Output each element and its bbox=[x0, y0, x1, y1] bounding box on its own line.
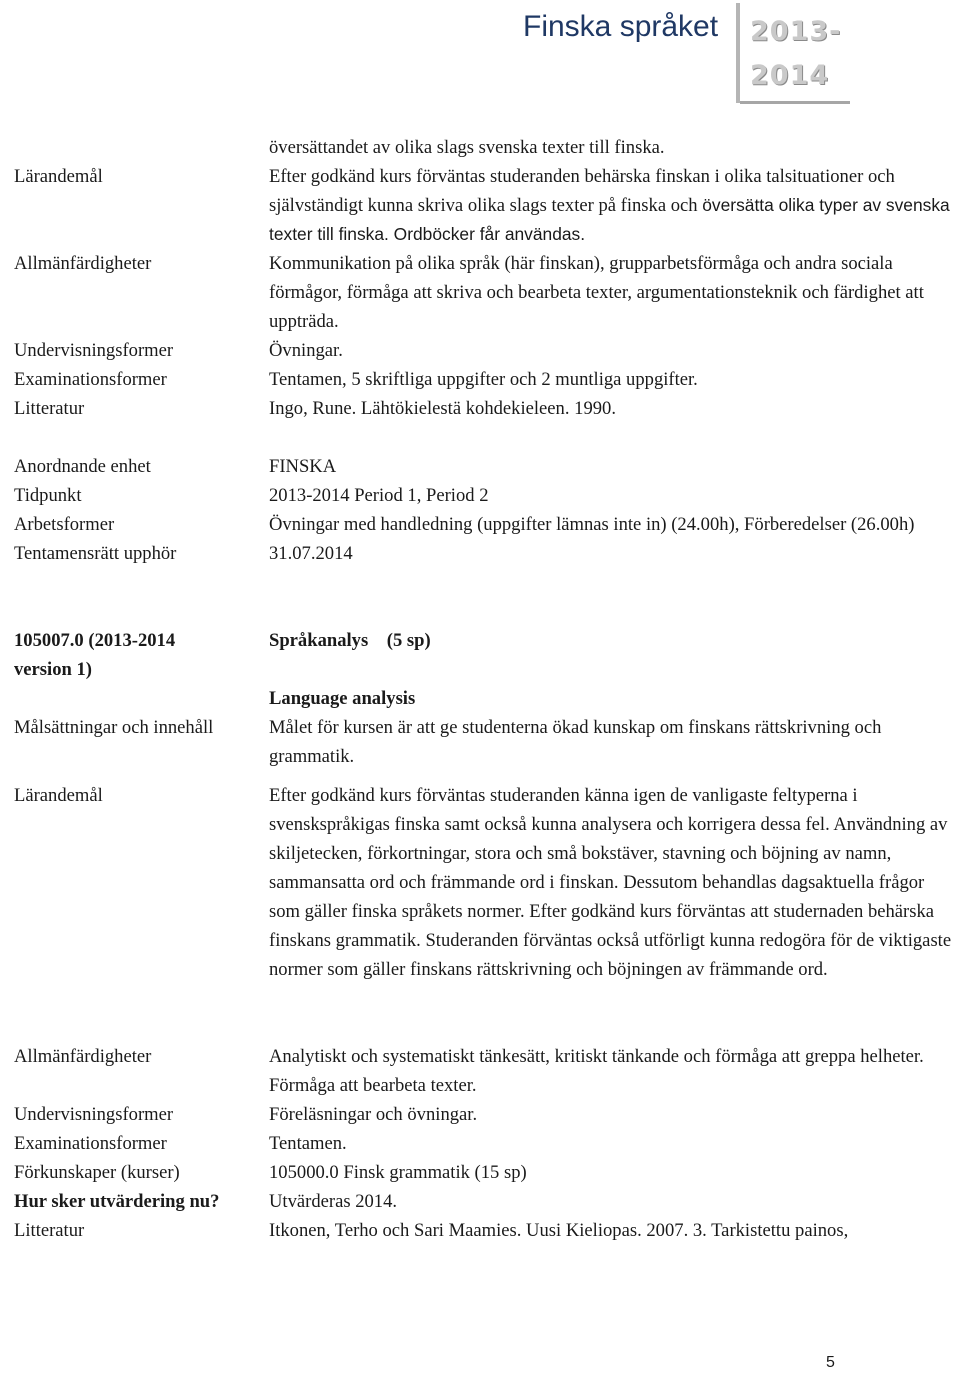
allmanfardigheter-row bbox=[14, 249, 956, 336]
anordnande-row bbox=[14, 452, 956, 481]
utvardering-label: Hur sker utvärdering nu? bbox=[14, 1191, 220, 1212]
larandemal-row bbox=[14, 162, 956, 249]
course-larandemal-text: Efter godkänd kurs förväntas studeranden känna igen de vanligaste feltyperna i svenskspråkigas finska samt också kunna analysera och korrigera dessa fel. Användning av skiljetecken, förkortningar, stora och små bokstäver, stavning och böjning av namn, sammansatta ord och främmande ord i finskan. Dessutom behandlas dagsaktuella frågor som gäller finska språkets normer. Efter godkänd kurs förväntas att studernaden behärska finskans grammatik. Studeranden förväntas också utförligt kunna redogöra för de viktigaste normer som gäller finskans rättskrivning och böjningen av främmande ord. bbox=[269, 785, 952, 980]
larandemal-label: Lärandemål bbox=[14, 166, 103, 187]
tentamensratt-label: Tentamensrätt upphör bbox=[14, 543, 177, 564]
allmanfardigheter-label: Allmänfärdigheter bbox=[14, 253, 152, 274]
tidpunkt-value: 2013-2014 Period 1, Period 2 bbox=[269, 485, 489, 506]
intro-continuation-text: översättandet av olika slags svenska texter till finska. bbox=[269, 137, 665, 158]
tidpunkt-row bbox=[14, 481, 956, 510]
course-examinationsformer-row bbox=[14, 1129, 956, 1158]
malsattningar-label: Målsättningar och innehåll bbox=[14, 717, 214, 738]
forkunskaper-label: Förkunskaper (kurser) bbox=[14, 1162, 180, 1183]
larandemal-value bbox=[269, 162, 956, 249]
tentamensratt-value: 31.07.2014 bbox=[269, 543, 353, 564]
tidpunkt-label: Tidpunkt bbox=[14, 485, 82, 506]
malsattningar-text: Målet för kursen är att ge studenterna ökad kunskap om finskans rättskrivning och grammatik. bbox=[269, 717, 882, 767]
forkunskaper-row bbox=[14, 1158, 956, 1187]
course-allmanfardigheter-row bbox=[14, 1042, 956, 1100]
arbetsformer-value: Övningar med handledning (uppgifter lämnas inte in) (24.00h), Förberedelser (26.00h) bbox=[269, 514, 915, 535]
course-litteratur-text: Itkonen, Terho och Sari Maamies. Uusi Kieliopas. 2007. 3. Tarkistettu painos, bbox=[269, 1220, 849, 1241]
malsattningar-row bbox=[14, 713, 956, 771]
undervisningsformer-label: Undervisningsformer bbox=[14, 340, 174, 361]
course-code: 105007.0 (2013-2014 version 1) bbox=[14, 630, 176, 680]
course-litteratur-row bbox=[14, 1216, 956, 1245]
larandemal-text: Efter godkänd kurs förväntas studeranden behärska finskan i olika talsituationer och självständigt kunna skriva olika slags texter på finska och bbox=[269, 166, 895, 216]
course-examinationsformer-text: Tentamen. bbox=[269, 1133, 347, 1154]
header-rule bbox=[740, 101, 850, 104]
arbetsformer-row bbox=[14, 510, 956, 539]
header-divider bbox=[736, 3, 740, 103]
anordnande-value: FINSKA bbox=[269, 456, 337, 477]
forkunskaper-text: 105000.0 Finsk grammatik (15 sp) bbox=[269, 1162, 527, 1183]
examinationsformer-label: Examinationsformer bbox=[14, 369, 167, 390]
utvardering-row bbox=[14, 1187, 956, 1216]
course-heading-row bbox=[14, 626, 956, 684]
examinationsformer-text: Tentamen, 5 skriftliga uppgifter och 2 muntliga uppgifter. bbox=[269, 369, 698, 390]
undervisningsformer-text: Övningar. bbox=[269, 340, 343, 361]
course-allmanfardigheter-label: Allmänfärdigheter bbox=[14, 1046, 152, 1067]
arbetsformer-label: Arbetsformer bbox=[14, 514, 115, 535]
course-larandemal-row bbox=[14, 781, 956, 984]
course-larandemal-label: Lärandemål bbox=[14, 785, 103, 806]
course-name-en-row bbox=[14, 684, 956, 713]
litteratur-label: Litteratur bbox=[14, 398, 85, 419]
course-undervisningsformer-text: Föreläsningar och övningar. bbox=[269, 1104, 478, 1125]
course-name-en: Language analysis bbox=[269, 688, 416, 709]
course-examinationsformer-label: Examinationsformer bbox=[14, 1133, 167, 1154]
course-name: Språkanalys (5 sp) bbox=[269, 630, 431, 651]
document-title: Finska språket bbox=[523, 10, 719, 43]
page-number: 5 bbox=[826, 1354, 835, 1371]
intro-continuation-row bbox=[14, 133, 956, 162]
litteratur-text: Ingo, Rune. Lähtökielestä kohdekieleen. 1990. bbox=[269, 398, 616, 419]
header-year-top: 2013- bbox=[750, 16, 842, 47]
tentamensratt-row bbox=[14, 539, 956, 568]
undervisningsformer-row bbox=[14, 336, 956, 365]
allmanfardigheter-text: Kommunikation på olika språk (här finskan), grupparbetsförmåga och andra sociala förmågor, förmåga att skriva och bearbeta texter, argumentationsteknik och färdighet att uppträda. bbox=[269, 253, 924, 332]
course-undervisningsformer-label: Undervisningsformer bbox=[14, 1104, 174, 1125]
course-litteratur-label: Litteratur bbox=[14, 1220, 85, 1241]
document-body bbox=[14, 133, 956, 1245]
litteratur-row bbox=[14, 394, 956, 423]
header-year-bottom: 2014 bbox=[750, 60, 830, 91]
course-undervisningsformer-row bbox=[14, 1100, 956, 1129]
larandemal-text-sans: översätta olika typer av svenska texter till finska. Ordböcker får användas. bbox=[269, 195, 950, 244]
examinationsformer-row bbox=[14, 365, 956, 394]
utvardering-text: Utvärderas 2014. bbox=[269, 1191, 398, 1212]
anordnande-label: Anordnande enhet bbox=[14, 456, 151, 477]
course-allmanfardigheter-text: Analytiskt och systematiskt tänkesätt, kritiskt tänkande och förmåga att greppa helheter. Förmåga att bearbeta texter. bbox=[269, 1046, 924, 1096]
